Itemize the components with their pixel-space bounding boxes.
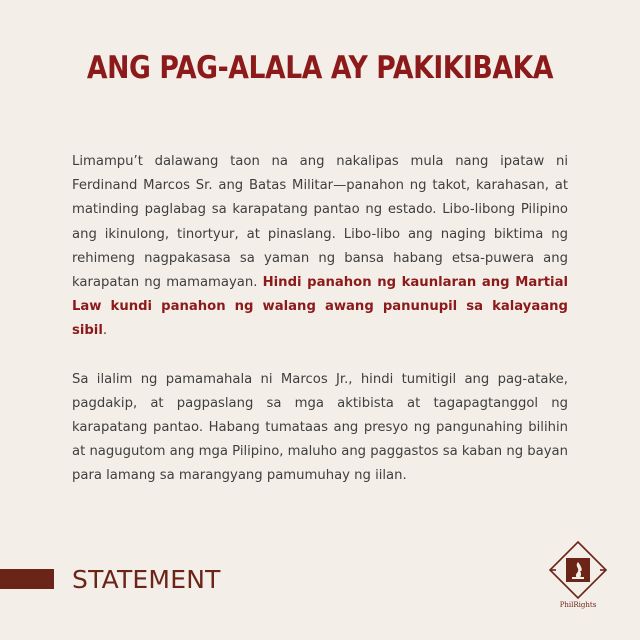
paragraph-1-end: . [102,323,108,339]
footer-label: STATEMENT [72,565,221,594]
paragraph-2: Sa ilalim ng pamamahala ni Marcos Jr., hindi tumitigil ang pag-atake, pagdakip, at pagpaslang sa mga aktibista at tagapagtanggol ng karapatang pantao. Habang tumataas ang presyo ng pangunahing bilihin at nagugutom ang mga Pilipino, maluho ang paggastos sa kaban ng bayan para lamang sa marangyang pamumuhay ng iilan. [72,371,568,484]
statement-body [72,150,568,513]
paragraph-1 [72,150,568,344]
footer-accent-bar [0,569,54,589]
logo-caption: PhilRights [559,601,597,609]
paragraph-1-highlight: Hindi panahon ng kaunlaran ang Martial Law kundi panahon ng walang awang panunupil sa kalayaang sibil [72,275,568,339]
paragraph-1-text: Limampu’t dalawang taon na ang nakalipas mula nang ipataw ni Ferdinand Marcos Sr. ang Batas Militar—panahon ng takot, karahasan, at matinding paglabag sa karapatang pantao ng estado. Libo-libong Pilipino ang ikinulong, tinortyur, at pinaslang. Libo-libo ang naging biktima ng rehimeng nagpakasasa sa yaman ng bansa habang etsa-puwera ang karapatan ng mamamayan. [72,154,568,291]
page-title: ANG PAG-ALALA AY PAKIKIBAKA [86,50,554,86]
